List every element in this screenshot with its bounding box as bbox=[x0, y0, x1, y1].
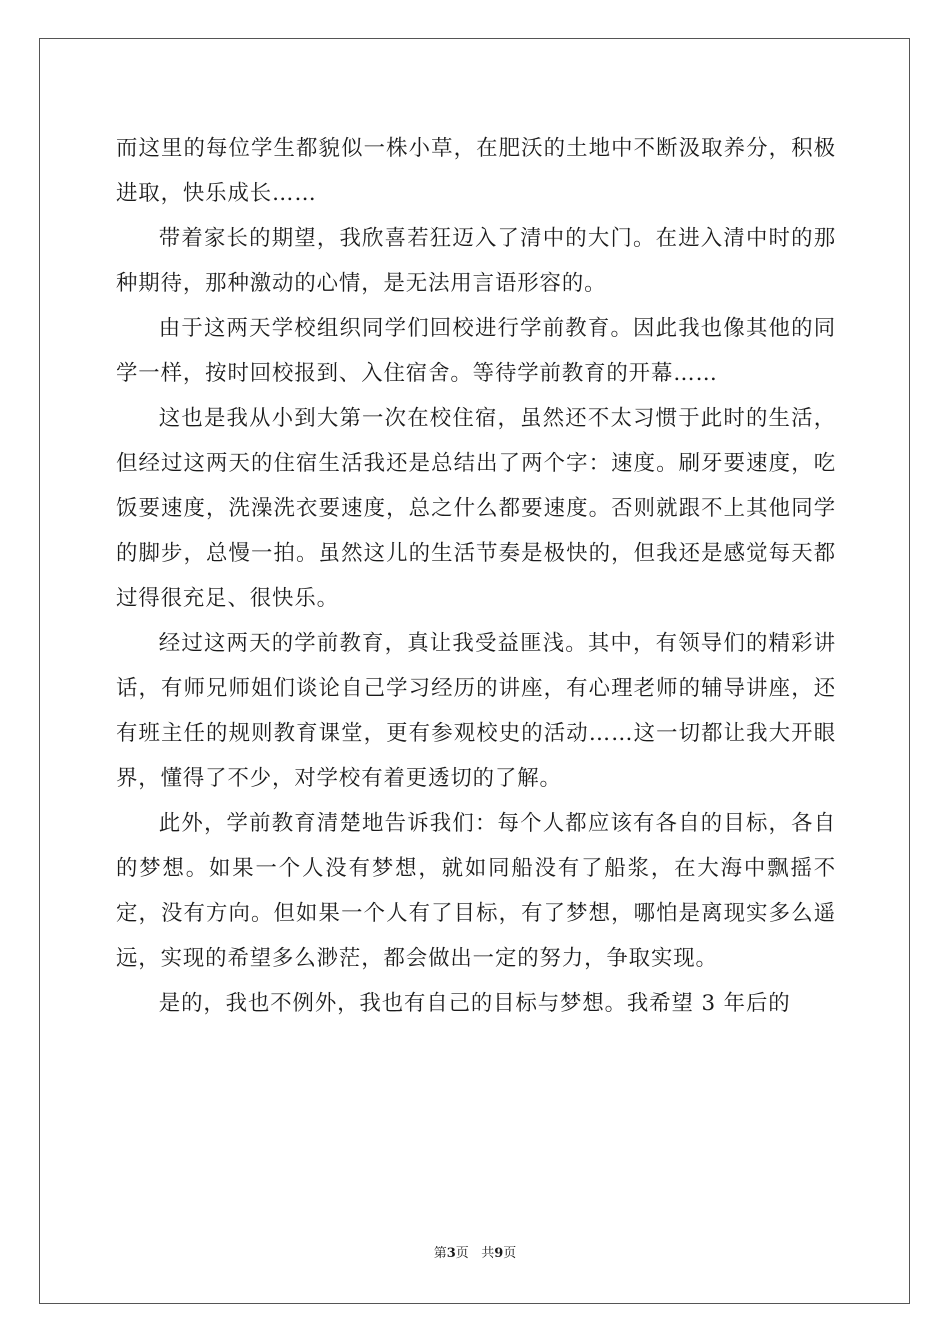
paragraph-1: 而这里的每位学生都貌似一株小草，在肥沃的土地中不断汲取养分，积极进取，快乐成长…… bbox=[116, 136, 836, 206]
paragraph-4: 这也是我从小到大第一次在校住宿，虽然还不太习惯于此时的生活，但经过这两天的住宿生活我还是总结出了两个字：速度。刷牙要速度，吃饭要速度，洗澡洗衣要速度，总之什么都要速度。否则就跟不上其他同学的脚步，总慢一拍。虽然这儿的生活节奏是极快的，但我还是感觉每天都过得很充足、很快乐。 bbox=[116, 406, 836, 611]
paragraph-5: 经过这两天的学前教育，真让我受益匪浅。其中，有领导们的精彩讲话，有师兄师姐们谈论自己学习经历的讲座，有心理老师的辅导讲座，还有班主任的规则教育课堂，更有参观校史的活动……这一切都让我大开眼界，懂得了不少，对学校有着更透切的了解。 bbox=[116, 631, 836, 791]
footer-page-total: 9 bbox=[494, 1246, 504, 1261]
paragraph-7: 是的，我也不例外，我也有自己的目标与梦想。我希望 3 年后的 bbox=[158, 991, 791, 1016]
page-footer bbox=[0, 1245, 950, 1263]
footer-page-current: 3 bbox=[446, 1246, 456, 1261]
footer-page-suffix: 页 bbox=[455, 1246, 469, 1261]
footer-total-suffix: 页 bbox=[503, 1246, 517, 1261]
paragraph-6: 此外，学前教育清楚地告诉我们：每个人都应该有各自的目标，各自的梦想。如果一个人没有梦想，就如同船没有了船浆，在大海中飘摇不定，没有方向。但如果一个人有了目标，有了梦想，哪怕是离现实多么遥远，实现的希望多么渺茫，都会做出一定的努力，争取实现。 bbox=[116, 811, 836, 971]
paragraph-3: 由于这两天学校组织同学们回校进行学前教育。因此我也像其他的同学一样，按时回校报到、入住宿舍。等待学前教育的开幕…… bbox=[116, 316, 836, 386]
paragraph-2: 带着家长的期望，我欣喜若狂迈入了清中的大门。在进入清中时的那种期待，那种激动的心情，是无法用言语形容的。 bbox=[116, 226, 836, 296]
footer-page-prefix: 第 bbox=[433, 1246, 447, 1261]
document-body bbox=[116, 126, 836, 1026]
footer-total-prefix: 共 bbox=[481, 1246, 495, 1261]
